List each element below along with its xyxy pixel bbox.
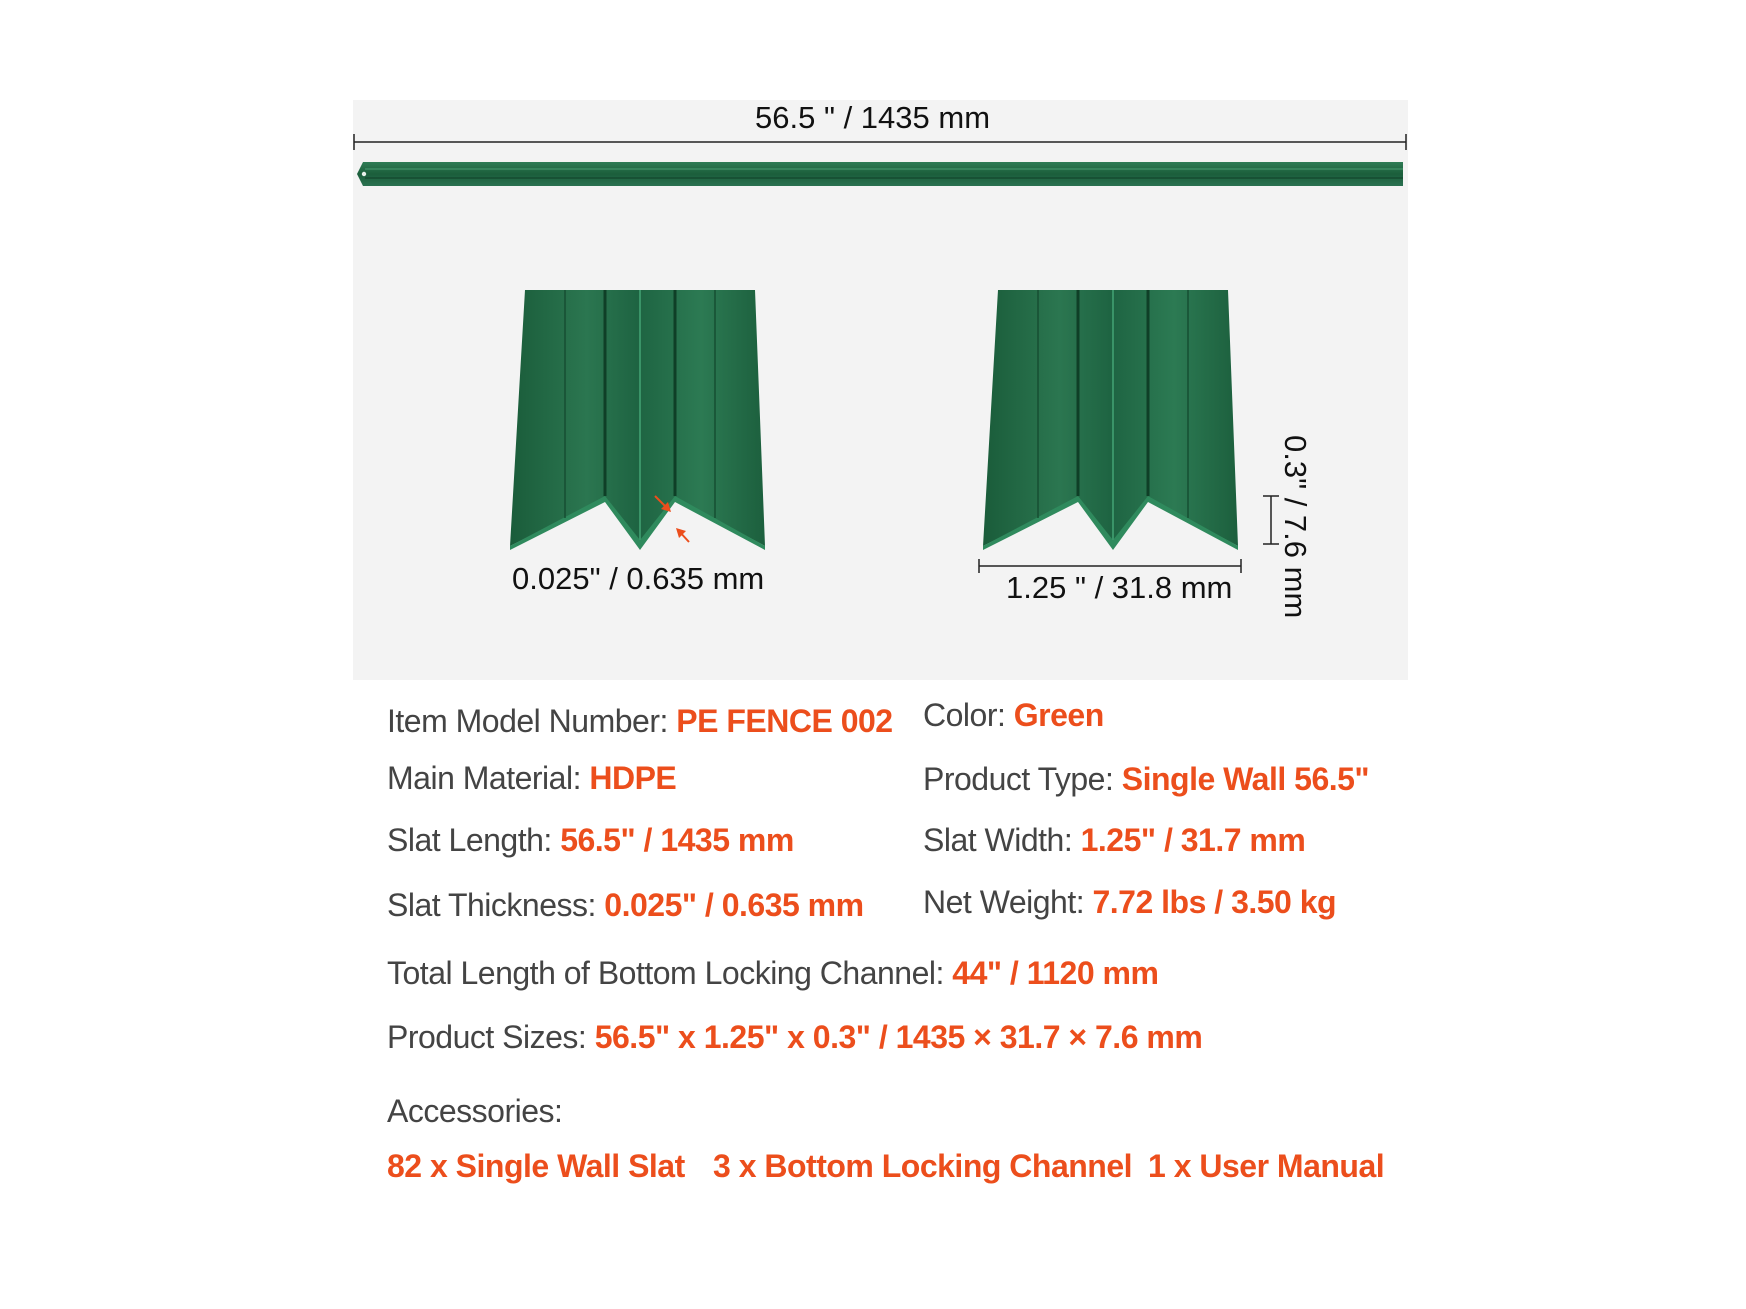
- accessory-item: 1 x User Manual: [1148, 1148, 1385, 1184]
- height-dimension-label: 0.3" / 7.6 mm: [1278, 435, 1313, 619]
- spec-type: Product Type: Single Wall 56.5": [923, 761, 1370, 797]
- spec-slat-length: Slat Length: 56.5" / 1435 mm: [387, 822, 794, 858]
- spec-product-sizes: Product Sizes: 56.5" x 1.25" x 0.3" / 1435 × 31.7 × 7.6 mm: [387, 1019, 1203, 1055]
- spec-slat-thickness: Slat Thickness: 0.025" / 0.635 mm: [387, 887, 864, 923]
- width-dimension-label: 1.25 " / 31.8 mm: [1006, 570, 1233, 605]
- accessories-heading: Accessories:: [387, 1093, 563, 1129]
- spec-channel-length: Total Length of Bottom Locking Channel: 44" / 1120 mm: [387, 955, 1159, 991]
- thickness-dimension-label: 0.025" / 0.635 mm: [512, 561, 765, 596]
- long-slat-image: [355, 158, 1405, 190]
- slat-width-image: [980, 288, 1250, 550]
- spec-color: Color: Green: [923, 697, 1104, 733]
- spec-material: Main Material: HDPE: [387, 760, 677, 796]
- spec-model: Item Model Number: PE FENCE 002: [387, 703, 893, 739]
- slat-thickness-image: [505, 288, 775, 550]
- spec-net-weight: Net Weight: 7.72 lbs / 3.50 kg: [923, 884, 1337, 920]
- spec-slat-width: Slat Width: 1.25" / 31.7 mm: [923, 822, 1306, 858]
- accessory-item: 82 x Single Wall Slat: [387, 1148, 685, 1184]
- length-dimension-line: [350, 128, 1412, 154]
- accessory-item: 3 x Bottom Locking Channel: [713, 1148, 1133, 1184]
- length-dimension-label: 56.5 " / 1435 mm: [755, 100, 991, 135]
